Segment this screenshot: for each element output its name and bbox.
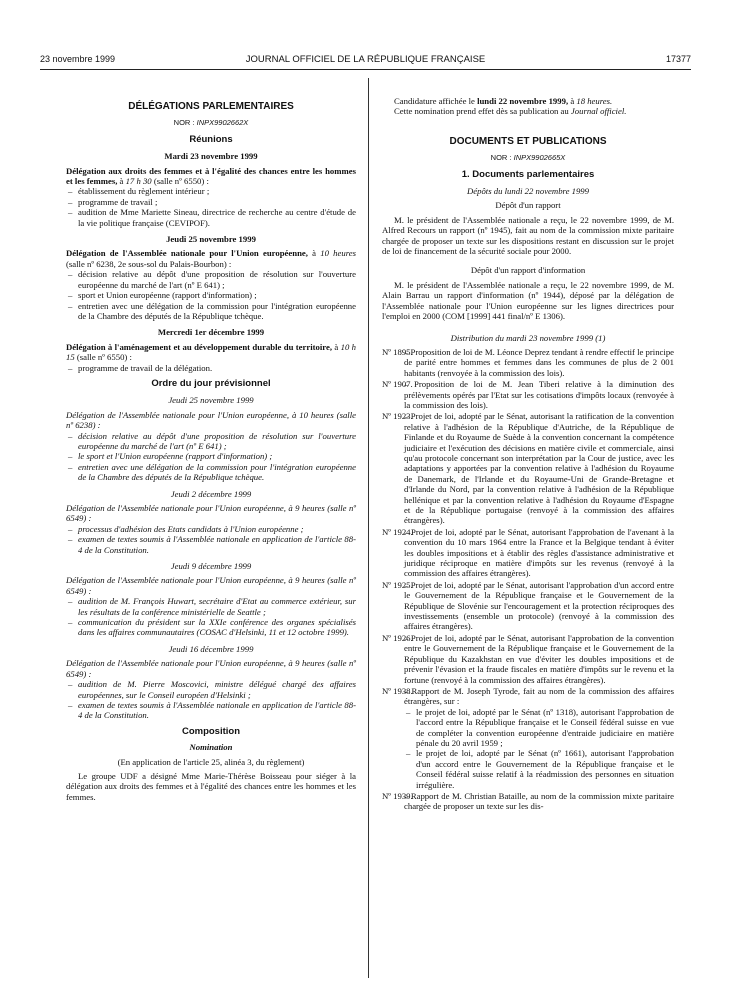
meeting-heading: Délégation à l'aménagement et au développement durable du territoire, à 10 h 15 (salle nº 6550) :	[66, 341, 356, 363]
odj-list	[66, 596, 356, 638]
documents-subtitle: 1. Documents parlementaires	[461, 168, 595, 180]
odj-title: Ordre du jour prévisionnel	[151, 377, 271, 389]
left-column	[66, 96, 356, 802]
list-item: – audition de Mme Mariette Sineau, directrice de recherche au centre d'étude de la vie politique française (CEVIPOF).	[78, 207, 356, 228]
list-item: – communication du président sur la XXIe conférence des organes spécialisés dans les affaires communautaires (COSAC d'Helsinki, 11 et 12 octobre 1999).	[78, 617, 356, 638]
sub-list	[404, 707, 674, 790]
depots-date: Dépôts du lundi 22 novembre 1999	[466, 186, 589, 197]
meeting-date: Mercredi 1er décembre 1999	[157, 327, 265, 338]
list-item: Nº 1925. – Projet de loi, adopté par le Sénat, autorisant l'approbation d'un accord entre le Gouvernement de la République française et le Gouvernement de la République de Slovénie sur l'encouragement et la protection réciproques des investissements (ensemble un protocole) (renvoyé à la commission des affaires étrangères).	[382, 579, 674, 632]
list-item: Nº 1924. – Projet de loi, adopté par le Sénat, autorisant l'approbation de l'avenant à la convention du 10 mars 1964 entre la France et la Belgique tendant à éviter les doubles impositions et à établir des règles d'assistance administrative et juridique réciproque en matière d'impôts sur les revenus (renvoyé à la commission des affaires étrangères).	[382, 526, 674, 579]
rapport-text: M. le président de l'Assemblée nationale a reçu, le 22 novembre 1999, de M. Alfred Recours un rapport (nº 1945), fait au nom de la commission mixte paritaire chargée de proposer un texte sur les dispositions restant en discussion sur le projet de loi de financement de la sécurité sociale pour 2000.	[382, 214, 674, 257]
odj-date: Jeudi 25 novembre 1999	[168, 395, 254, 406]
list-item: – examen de textes soumis à l'Assemblée nationale en application de l'article 88-4 de la Constitution.	[78, 700, 356, 721]
list-item: – programme de travail de la délégation.	[78, 363, 356, 373]
list-item: – entretien avec une délégation de la commission pour l'intégration européenne de la Chambre des députés de la République tchèque.	[78, 301, 356, 322]
list-item: – établissement du règlement intérieur ;	[78, 186, 356, 196]
column-divider	[368, 78, 369, 978]
agenda-list	[66, 186, 356, 228]
list-item: Nº 1938. – Rapport de M. Joseph Tyrode, fait au nom de la commission des affaires étrangères, sur : – le projet de loi, adopté par le Sénat (nº 1318), autorisant l'approbation de l'accord entre la République française et le Conseil fédéral suisse en vue de compléter la convention européenne d'entraide judiciaire en matière pénale du 20 avril 1959 ; – le projet de loi, adopté par le Sénat (nº 1661), autorisant l'approbation d'un accord entre le Gouvernement de la République française et le Conseil fédéral suisse relatif à la réadmission des personnes en situation irrégulière.	[382, 686, 674, 790]
nor-reference: NOR : INPX9902665X	[490, 153, 566, 163]
header-date: 23 novembre 1999	[40, 54, 116, 64]
odj-heading: Délégation de l'Assemblée nationale pour l'Union européenne, à 9 heures (salle nº 6549) :	[66, 658, 356, 679]
header-title: JOURNAL OFFICIEL DE LA RÉPUBLIQUE FRANÇAISE	[245, 54, 486, 65]
list-item: – examen de textes soumis à l'Assemblée nationale en application de l'article 88-4 de la Constitution.	[78, 534, 356, 555]
list-item: Nº 1907. – Proposition de loi de M. Jean Tiberi relative à la diminution des prélèvements opérés par l'Etat sur les cotisations d'impôts locaux (renvoyée à la commission des lois).	[382, 379, 674, 410]
nomination-text: Le groupe UDF a désigné Mme Marie-Thérèse Boisseau pour siéger à la délégation aux droits des femmes et à l'égalité des chances entre les hommes et les femmes.	[66, 770, 356, 802]
list-item: – processus d'adhésion des Etats candidats à l'Union européenne ;	[78, 524, 356, 534]
meeting-date: Jeudi 25 novembre 1999	[166, 234, 256, 245]
reunions-title: Réunions	[189, 133, 233, 145]
agenda-list	[66, 269, 356, 321]
odj-heading: Délégation de l'Assemblée nationale pour l'Union européenne, à 9 heures (salle nº 6549) :	[66, 503, 356, 524]
composition-title: Composition	[181, 725, 241, 737]
odj-date: Jeudi 16 décembre 1999	[168, 643, 254, 654]
odj-list	[66, 679, 356, 721]
odj-list	[66, 431, 356, 483]
odj-date: Jeudi 2 décembre 1999	[170, 488, 252, 499]
effect-line: Cette nomination prend effet dès sa publication au Journal officiel.	[394, 106, 627, 117]
header-rule	[40, 69, 691, 70]
list-item: – décision relative au dépôt d'une proposition de résolution sur l'ouverture européenne du marché de l'art (nº E 641) ;	[78, 431, 356, 452]
list-item: – le projet de loi, adopté par le Sénat (nº 1318), autorisant l'approbation de l'accord entre la République française et le Conseil fédéral suisse en vue de compléter la convention européenne d'entraide judiciaire en matière pénale du 20 avril 1959 ;	[416, 707, 674, 749]
list-item: Nº 1923. – Projet de loi, adopté par le Sénat, autorisant la ratification de la convention relative à l'adhésion de la République d'Autriche, de la République de Finlande et du Royaume de Suède à la convention concernant la compétence judiciaire et l'exécution des décisions en matière civile et commerciale, ainsi qu'au protocole concernant son interprétation par la Cour de justice, avec les adaptations y apportées par la convention relative à l'adhésion du Royaume de Danemark, de l'Irlande et du Royaume-Uni de Grande-Bretagne et d'Irlande du Nord, par la convention relative à l'adhésion de la République hellénique et par la convention relative à l'adhésion du Royaume d'Espagne et de la République portugaise (renvoyé à la commission des affaires étrangères).	[382, 411, 674, 526]
agenda-list	[66, 363, 356, 373]
section-title: DOCUMENTS ET PUBLICATIONS	[449, 135, 607, 147]
list-item: – programme de travail ;	[78, 197, 356, 207]
distribution-date: Distribution du mardi 23 novembre 1999 (1)	[450, 332, 606, 343]
meeting-date: Mardi 23 novembre 1999	[164, 151, 258, 162]
meeting-heading: Délégation aux droits des femmes et à l'égalité des chances entre les hommes et les femmes, à 17 h 30 (salle nº 6550) :	[66, 165, 356, 187]
nor-reference: NOR : INPX9902662X	[173, 118, 249, 128]
right-column	[382, 96, 674, 813]
odj-date: Jeudi 9 décembre 1999	[170, 561, 252, 572]
list-item: Nº 1895. – Proposition de loi de M. Léonce Deprez tendant à rendre effectif le principe de parité entre hommes et femmes dans les communes de plus de 2 001 habitants (renvoyée à la commission des lois).	[382, 346, 675, 378]
header-page-number: 17377	[665, 54, 691, 64]
list-item: Nº 1939. – Rapport de M. Christian Bataille, au nom de la commission mixte paritaire chargée de proposer un texte sur les dis-	[382, 790, 674, 812]
odj-heading: Délégation de l'Assemblée nationale pour l'Union européenne, à 9 heures (salle nº 6549) :	[66, 575, 356, 596]
rapport-info-text: M. le président de l'Assemblée nationale a reçu, le 22 novembre 1999, de M. Alain Barrau un rapport d'information (nº 1944), déposé par la délégation de l'Assemblée nationale pour l'Union européenne sur les lignes directrices pour l'emploi en 2000 (COM [1999] 441 final/nº E 1306).	[382, 279, 674, 322]
candidature-line: Candidature affichée le lundi 22 novembre 1999, à 18 heures.	[394, 96, 613, 106]
list-item: – sport et Union européenne (rapport d'information) ;	[78, 290, 356, 300]
odj-list	[66, 524, 356, 555]
list-item: – décision relative au dépôt d'une proposition de résolution sur l'ouverture européenne du marché de l'art (nº E 641) ;	[78, 269, 356, 290]
section-title: DÉLÉGATIONS PARLEMENTAIRES	[128, 101, 294, 112]
list-item: – le projet de loi, adopté par le Sénat (nº 1661), autorisant l'approbation d'un accord entre le Gouvernement de la République française et le Conseil fédéral suisse relatif à la réadmission des personnes en situation irrégulière.	[416, 748, 674, 790]
list-item: – audition de M. Pierre Moscovici, ministre délégué chargé des affaires européennes, sur le Conseil européen d'Helsinki ;	[78, 679, 356, 700]
list-item: – entretien avec une délégation de la commission pour l'intégration européenne de la Chambre des députés de la République tchèque.	[78, 462, 356, 483]
list-item: – audition de M. François Huwart, secrétaire d'Etat au commerce extérieur, sur les résultats de la conférence ministérielle de Seattle ;	[78, 596, 356, 617]
page-header	[40, 54, 691, 68]
odj-heading: Délégation de l'Assemblée nationale pour l'Union européenne, à 10 heures (salle nº 6238) :	[66, 409, 356, 431]
nomination-subtitle: (En application de l'article 25, alinéa 3, du règlement)	[117, 756, 305, 767]
list-item: Nº 1926. – Projet de loi, adopté par le Sénat, autorisant l'approbation de la convention entre le Gouvernement de la République française et le Gouvernement de la République du Kazakhstan en vue d'éviter les doubles impositions et de prévenir l'évasion et la fraude fiscales en matière d'impôts sur le revenu et la fortune (renvoyé à la commission des affaires étrangères).	[382, 632, 674, 685]
list-item: – le sport et l'Union européenne (rapport d'information) ;	[78, 451, 356, 461]
nomination-title: Nomination	[189, 742, 233, 753]
meeting-heading: Délégation de l'Assemblée nationale pour l'Union européenne, à 10 heures (salle nº 6238, 2e sous-sol du Palais-Bourbon) :	[66, 248, 356, 269]
rapport-info-title: Dépôt d'un rapport d'information	[470, 265, 586, 276]
rapport-title: Dépôt d'un rapport	[495, 200, 561, 211]
